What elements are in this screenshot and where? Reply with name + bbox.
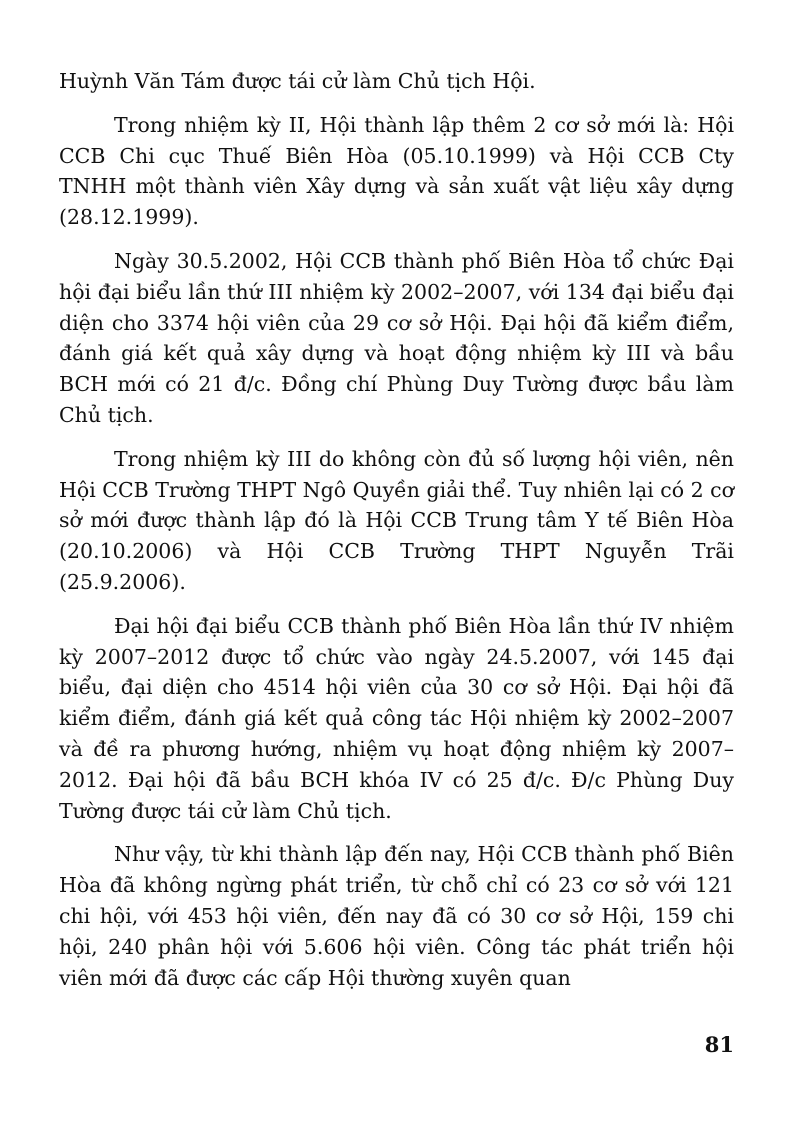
paragraph-congress-3: Ngày 30.5.2002, Hội CCB thành phố Biên Hòa tổ chức Đại hội đại biểu lần thứ III nhiệm kỳ 2002–2007, với 134 đại biểu đại diện cho 3374 hội viên của 29 cơ sở Hội. Đại hội đã kiểm điểm, đánh giá kết quả xây dựng và hoạt động nhiệm kỳ III và bầu BCH mới có 21 đ/c. Đồng chí Phùng Duy Tường được bầu làm Chủ tịch. xyxy=(59,248,734,427)
paragraph-congress-4: Đại hội đại biểu CCB thành phố Biên Hòa lần thứ IV nhiệm kỳ 2007–2012 được tổ chức vào ngày 24.5.2007, với 145 đại biểu, đại diện cho 4514 hội viên của 30 cơ sở Hội. Đại hội đã kiểm điểm, đánh giá kết quả công tác Hội nhiệm kỳ 2002–2007 và đề ra phương hướng, nhiệm vụ hoạt động nhiệm kỳ 2007–2012. Đại hội đã bầu BCH khóa IV có 25 đ/c. Đ/c Phùng Duy Tường được tái cử làm Chủ tịch. xyxy=(59,613,734,823)
paragraph-term-2-new-branches: Trong nhiệm kỳ II, Hội thành lập thêm 2 cơ sở mới là: Hội CCB Chi cục Thuế Biên Hòa (05.10.1999) và Hội CCB Cty TNHH một thành viên Xây dựng và sản xuất vật liệu xây dựng (28.12.1999). xyxy=(59,112,734,230)
page-number: 81 xyxy=(704,1032,734,1057)
page-body xyxy=(59,66,734,1006)
paragraph-continuation: Huỳnh Văn Tám được tái cử làm Chủ tịch Hội. xyxy=(59,69,536,93)
paragraph-development-summary: Như vậy, từ khi thành lập đến nay, Hội CCB thành phố Biên Hòa đã không ngừng phát triển, từ chỗ chỉ có 23 cơ sở với 121 chi hội, với 453 hội viên, đến nay đã có 30 cơ sở Hội, 159 chi hội, 240 phân hội với 5.606 hội viên. Công tác phát triển hội viên mới đã được các cấp Hội thường xuyên quan xyxy=(59,842,734,990)
paragraph-term-3-changes: Trong nhiệm kỳ III do không còn đủ số lượng hội viên, nên Hội CCB Trường THPT Ngô Quyền giải thể. Tuy nhiên lại có 2 cơ sở mới được thành lập đó là Hội CCB Trung tâm Y tế Biên Hòa (20.10.2006) và Hội CCB Trường THPT Nguyễn Trãi (25.9.2006). xyxy=(59,446,734,594)
